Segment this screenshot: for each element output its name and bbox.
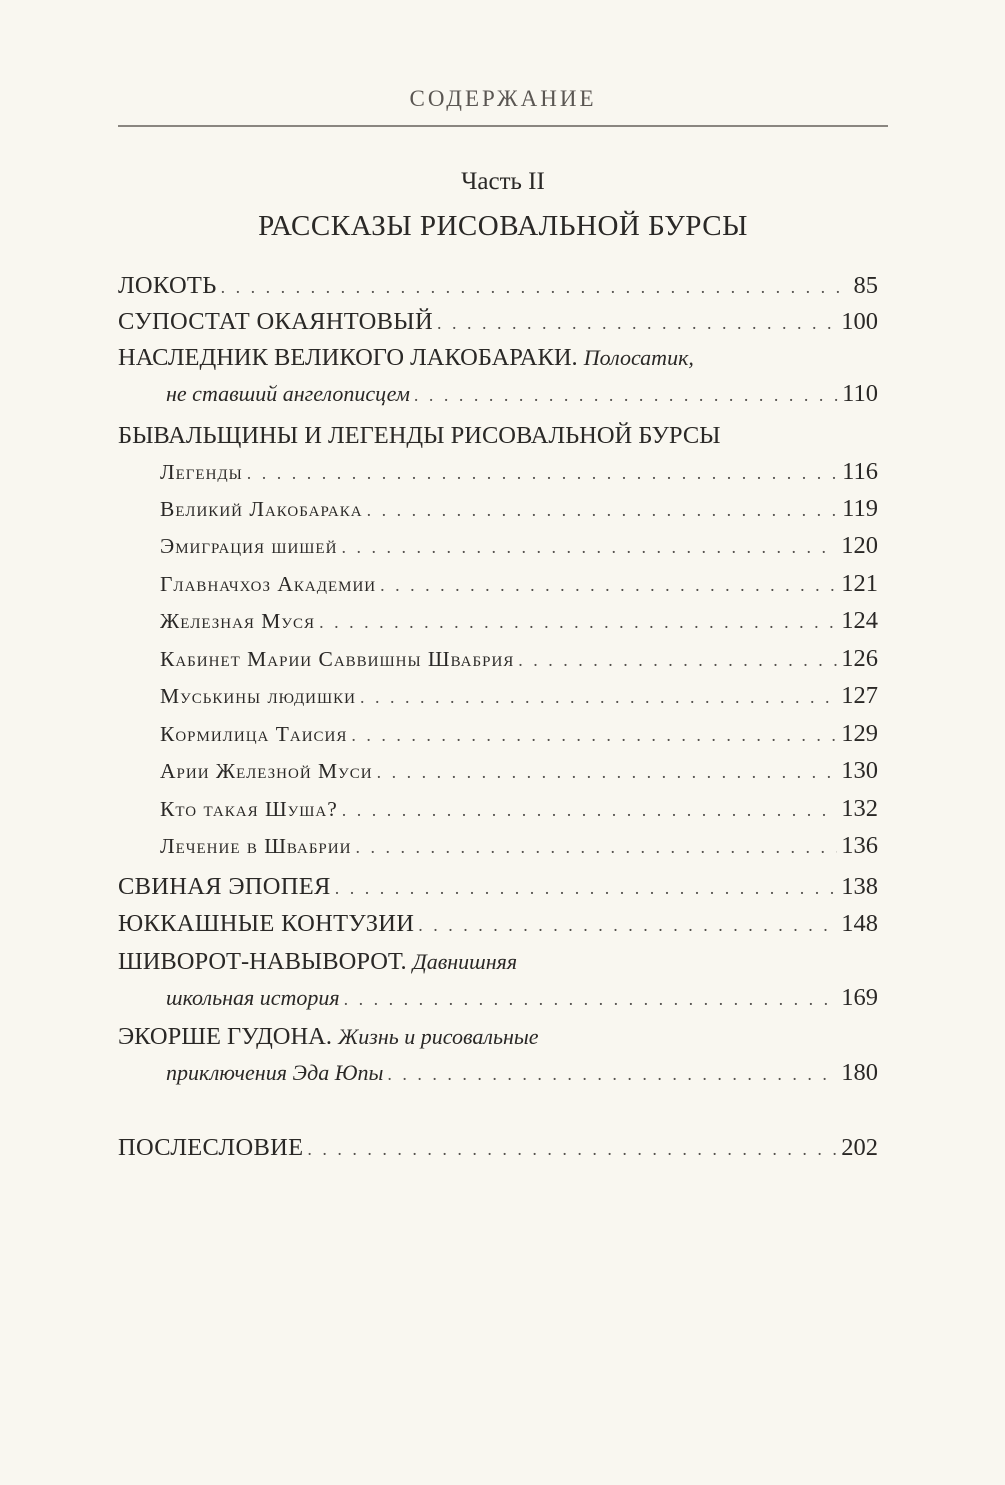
toc-page-number: 121 — [841, 570, 878, 597]
dot-leader — [367, 492, 839, 528]
toc-entry-lokot[interactable] — [118, 268, 878, 304]
toc-subentry-title: Лечение в Швабрии — [160, 834, 352, 858]
toc-subentry[interactable] — [160, 678, 878, 714]
dot-leader — [307, 1131, 837, 1167]
toc-page-number: 136 — [841, 832, 878, 859]
toc-page-number: 119 — [842, 495, 878, 522]
toc-page-number: 129 — [841, 720, 878, 747]
toc-entry-title: ПОСЛЕСЛОВИЕ — [118, 1134, 304, 1161]
dot-leader — [344, 981, 838, 1017]
dot-leader — [380, 567, 837, 603]
dot-leader — [341, 529, 837, 565]
toc-subentry-title: Железная Муся — [160, 609, 316, 633]
toc-page-number: 100 — [841, 308, 878, 335]
toc-entry-svinaya[interactable] — [118, 869, 878, 905]
toc-subentry[interactable] — [160, 716, 878, 752]
dot-leader — [221, 269, 850, 305]
toc-entry-title: ЭКОРШЕ ГУДОНА. — [118, 1023, 332, 1050]
toc-entry-yukkashnye[interactable] — [118, 906, 878, 942]
toc-entry-supostat[interactable] — [118, 304, 878, 340]
toc-subentry-title: Легенды — [160, 460, 243, 484]
toc-section-byvalshchiny: БЫВАЛЬЩИНЫ И ЛЕГЕНДЫ РИСОВАЛЬНОЙ БУРСЫ — [118, 422, 721, 449]
toc-page-number: 138 — [841, 873, 878, 900]
part-number: Часть II — [461, 168, 545, 195]
toc-subentry-title: Эмиграция шишей — [160, 534, 338, 558]
toc-entry-title: ШИВОРОТ-НАВЫВОРОТ. — [118, 948, 407, 975]
toc-entry-title: СВИНАЯ ЭПОПЕЯ — [118, 873, 331, 900]
toc-entry-subtitle: приключения Эда Юпы — [166, 1060, 384, 1085]
toc-page-number: 126 — [841, 645, 878, 672]
toc-entry-subtitle: школьная история — [166, 985, 340, 1010]
toc-entry-subtitle: не ставший ангелописцем — [166, 381, 410, 406]
dot-leader — [342, 792, 837, 828]
toc-entry-shivorot-line1[interactable] — [118, 944, 878, 980]
toc-subentry[interactable] — [160, 454, 878, 490]
toc-page-number: 130 — [841, 757, 878, 784]
header-rule — [118, 125, 888, 127]
toc-subentry[interactable] — [160, 791, 878, 827]
dot-leader — [360, 679, 837, 715]
dot-leader — [518, 642, 837, 678]
dot-leader — [377, 754, 838, 790]
toc-subentry[interactable] — [160, 491, 878, 527]
toc-entry-title: НАСЛЕДНИК ВЕЛИКОГО ЛАКОБАРАКИ. — [118, 344, 578, 371]
toc-subentry-title: Кто такая Шуша? — [160, 797, 338, 821]
dot-leader — [387, 1056, 837, 1092]
toc-subentry-title: Арии Железной Муси — [160, 759, 373, 783]
toc-subentry-title: Великий Лакобарака — [160, 497, 363, 521]
toc-entry-title: СУПОСТАТ ОКАЯНТОВЫЙ — [118, 308, 433, 335]
toc-entry-title: ЮККАШНЫЕ КОНТУЗИИ — [118, 910, 415, 937]
dot-leader — [335, 870, 838, 906]
toc-subentry[interactable] — [160, 566, 878, 602]
dot-leader — [247, 455, 838, 491]
toc-page-number: 110 — [842, 380, 878, 407]
toc-entry-subtitle: Жизнь и рисовальные — [338, 1024, 539, 1049]
toc-entry-shivorot-line2[interactable] — [166, 980, 878, 1016]
toc-subentry[interactable] — [160, 528, 878, 564]
toc-subentry[interactable] — [160, 641, 878, 677]
toc-page-number: 169 — [841, 984, 878, 1011]
toc-entry-subtitle: Давнишняя — [412, 949, 518, 974]
toc-page-number: 148 — [841, 910, 878, 937]
dot-leader — [437, 305, 837, 341]
running-head: СОДЕРЖАНИЕ — [409, 86, 597, 111]
toc-page-number: 116 — [842, 458, 878, 485]
toc-page-number: 180 — [841, 1059, 878, 1086]
dot-leader — [355, 829, 837, 865]
part-title: РАССКАЗЫ РИСОВАЛЬНОЙ БУРСЫ — [258, 210, 748, 242]
toc-entry-ekorshe-line2[interactable] — [166, 1055, 878, 1091]
toc-subentry[interactable] — [160, 828, 878, 864]
toc-page-number: 127 — [841, 682, 878, 709]
toc-subentry-title: Кабинет Марии Саввишны Швабрия — [160, 647, 515, 671]
dot-leader — [414, 377, 838, 413]
dot-leader — [351, 717, 837, 753]
toc-entry-naslednik-line2[interactable] — [166, 376, 878, 412]
toc-entry-subtitle: Полосатик, — [583, 345, 694, 370]
toc-subentry[interactable] — [160, 603, 878, 639]
toc-entry-posleslovie[interactable] — [118, 1130, 878, 1166]
toc-subentry-title: Главначхоз Академии — [160, 572, 377, 596]
toc-entry-ekorshe-line1[interactable] — [118, 1019, 878, 1055]
toc-entry-title: ЛОКОТЬ — [118, 272, 217, 299]
dot-leader — [418, 907, 837, 943]
toc-page-number: 85 — [853, 272, 878, 299]
toc-page-number: 132 — [841, 795, 878, 822]
toc-page-number: 124 — [841, 607, 878, 634]
toc-entry-naslednik-line1[interactable] — [118, 340, 878, 376]
toc-page-number: 120 — [841, 532, 878, 559]
toc-subentry[interactable] — [160, 753, 878, 789]
toc-subentry-title: Кормилица Таисия — [160, 722, 348, 746]
toc-page-number: 202 — [841, 1134, 878, 1161]
toc-subentry-title: Муськины людишки — [160, 684, 356, 708]
dot-leader — [319, 604, 837, 640]
